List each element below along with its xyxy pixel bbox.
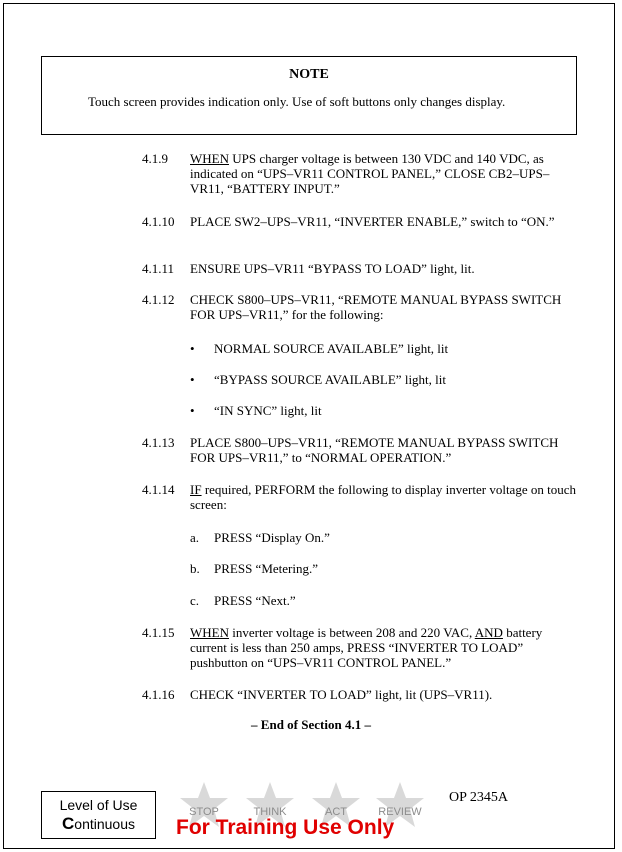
substep-letter: a. <box>190 530 200 545</box>
note-title: NOTE <box>289 67 329 82</box>
keyword-when: WHEN <box>190 151 229 166</box>
star-label: ACT <box>325 806 347 818</box>
bullet-item: “IN SYNC” light, lit <box>214 403 322 418</box>
step-number: 4.1.14 <box>142 482 175 497</box>
level-of-use-box <box>41 791 156 839</box>
step-text <box>190 151 580 196</box>
end-of-section: – End of Section 4.1 – <box>251 717 371 732</box>
bullet-item: NORMAL SOURCE AVAILABLE” light, lit <box>214 341 449 356</box>
step-number: 4.1.12 <box>142 292 175 307</box>
level-of-use-label: Level of Use <box>59 797 138 813</box>
bullet-mark: • <box>190 403 195 418</box>
keyword-when: WHEN <box>190 625 229 640</box>
substep-text: PRESS “Next.” <box>214 593 296 608</box>
step-body: inverter voltage is between 208 and 220 VAC, <box>229 625 475 640</box>
substep-letter: c. <box>190 593 200 608</box>
substep-letter: b. <box>190 561 200 576</box>
step-text: ENSURE UPS–VR11 “BYPASS TO LOAD” light, lit. <box>190 261 475 276</box>
step-body: battery current is less than 250 amps, PRESS “INVERTER TO LOAD” pushbutton on “UPS–VR11 CONTROL PANEL.” <box>190 625 543 670</box>
level-of-use-rest: ontinuous <box>74 816 135 832</box>
substep-text: PRESS “Display On.” <box>214 530 330 545</box>
note-box <box>41 56 577 135</box>
step-text <box>190 625 570 670</box>
level-of-use-value <box>42 814 155 834</box>
step-body: UPS charger voltage is between 130 VDC and 140 VDC, as indicated on “UPS–VR11 CONTROL PANEL,” CLOSE CB2–UPS–VR11, “BATTERY INPUT.” <box>190 151 550 196</box>
substep-text: PRESS “Metering.” <box>214 561 318 576</box>
step-text: PLACE S800–UPS–VR11, “REMOTE MANUAL BYPASS SWITCH FOR UPS–VR11,” to “NORMAL OPERATION.” <box>190 435 559 465</box>
step-number: 4.1.16 <box>142 687 175 702</box>
note-text: Touch screen provides indication only. Use of soft buttons only changes display. <box>88 94 506 109</box>
training-watermark: For Training Use Only <box>176 816 395 839</box>
step-text: CHECK S800–UPS–VR11, “REMOTE MANUAL BYPASS SWITCH FOR UPS–VR11,” for the following: <box>190 292 562 322</box>
star-label: REVIEW <box>378 806 422 818</box>
step-number: 4.1.9 <box>142 151 168 166</box>
step-number: 4.1.11 <box>142 261 175 276</box>
star-label: STOP <box>189 806 219 818</box>
keyword-and: AND <box>474 625 503 640</box>
step-number: 4.1.15 <box>142 625 175 640</box>
step-text <box>190 482 582 512</box>
step-text: PLACE SW2–UPS–VR11, “INVERTER ENABLE,” switch to “ON.” <box>190 214 555 229</box>
bullet-mark: • <box>190 341 195 356</box>
star-label: THINK <box>253 806 287 818</box>
keyword-if: IF <box>190 482 202 497</box>
level-of-use-initial: C <box>62 814 75 833</box>
bullet-item: “BYPASS SOURCE AVAILABLE” light, lit <box>214 372 447 387</box>
document-id: OP 2345A <box>449 790 508 805</box>
step-text: CHECK “INVERTER TO LOAD” light, lit (UPS–VR11). <box>190 687 493 702</box>
step-number: 4.1.13 <box>142 435 175 450</box>
bullet-mark: • <box>190 372 195 387</box>
step-number: 4.1.10 <box>142 214 175 229</box>
step-body: required, PERFORM the following to display inverter voltage on touch screen: <box>190 482 576 512</box>
